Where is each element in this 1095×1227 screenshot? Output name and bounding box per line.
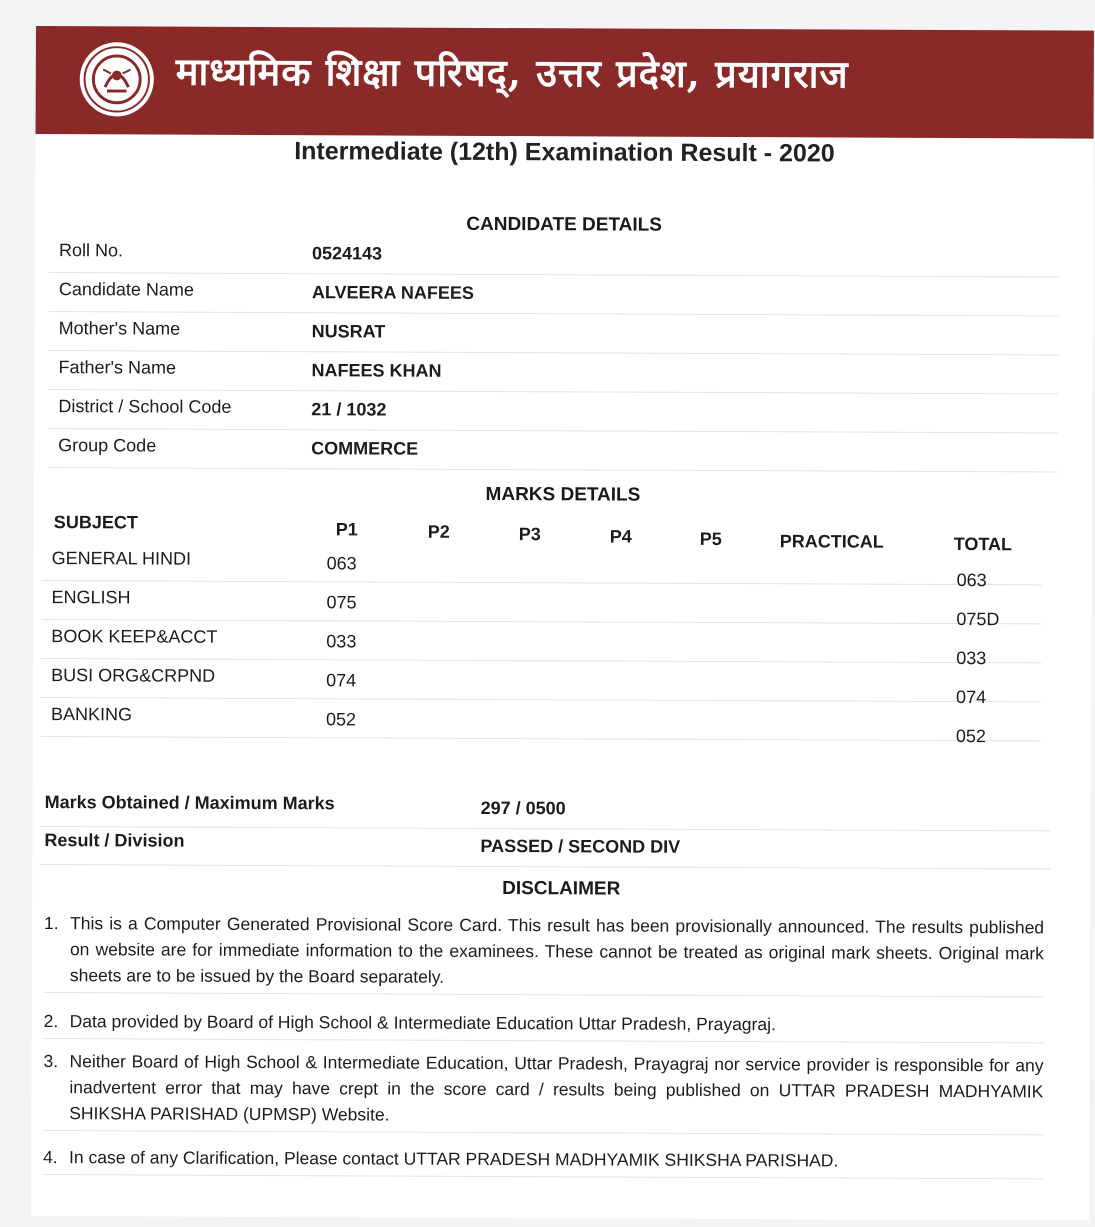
disclaimer-item	[43, 1144, 1043, 1179]
father-name-value: NAFEES KHAN	[311, 360, 442, 381]
mother-name-label: Mother's Name	[58, 318, 181, 339]
disclaimer-number: 4.	[43, 1147, 58, 1168]
candidate-row-mother	[49, 312, 1059, 355]
disclaimer-item	[44, 910, 1044, 997]
p1-mark: 074	[326, 670, 357, 691]
up-government-seal-icon	[78, 40, 156, 118]
candidate-row-group	[48, 429, 1058, 472]
practical-header: PRACTICAL	[779, 531, 884, 552]
marks-row	[41, 659, 1041, 708]
marks-section-title: MARKS DETAILS	[485, 483, 641, 506]
header-banner	[36, 26, 1094, 139]
candidate-row-school	[48, 390, 1058, 433]
disclaimer-title: DISCLAIMER	[502, 878, 621, 900]
result-label: Result / Division	[44, 830, 185, 851]
candidate-name-label: Candidate Name	[58, 279, 194, 300]
disclaimer-text: Data provided by Board of High School & Intermediate Education Uttar Pradesh, Prayagraj.	[69, 1011, 776, 1035]
marks-obtained-label: Marks Obtained / Maximum Marks	[44, 792, 335, 814]
disclaimer-item	[43, 1048, 1043, 1135]
marks-row	[41, 581, 1041, 630]
disclaimer-text: Neither Board of High School & Intermediate Education, Uttar Pradesh, Prayagraj nor service provider is responsible for any inadvertent error that may have crept in the score card / results being published on UTTAR PRADESH MADHYAMIK SHIKSHA PARISHAD (UPMSP) Website.	[69, 1051, 1044, 1125]
p1-mark: 063	[326, 553, 357, 574]
result-value: PASSED / SECOND DIV	[480, 835, 681, 857]
disclaimer-item	[44, 1008, 1044, 1043]
total-mark: 052	[955, 726, 987, 747]
father-name-label: Father's Name	[58, 357, 177, 378]
result-summary-row	[40, 826, 1050, 869]
group-code-value: COMMERCE	[311, 438, 419, 459]
marks-summary-row	[41, 788, 1051, 831]
disclaimer-text: This is a Computer Generated Provisional Score Card. This result has been provisionally announced. The results published on website are for immediate information to the examinees. These cannot be treated as original mark sheets. Original mark sheets are to be issued by the Board separately.	[69, 913, 1045, 987]
marks-obtained-value: 297 / 0500	[480, 797, 566, 819]
subject-name: ENGLISH	[51, 587, 131, 608]
roll-value: 0524143	[311, 243, 383, 264]
total-header: TOTAL	[953, 534, 1013, 555]
total-mark: 075D	[956, 609, 1000, 630]
candidate-row-roll	[49, 234, 1059, 277]
subject-name: BUSI ORG&CRPND	[51, 665, 216, 686]
subject-header: SUBJECT	[53, 512, 138, 533]
p1-mark: 033	[326, 631, 357, 652]
candidate-row-father	[48, 351, 1058, 394]
roll-label: Roll No.	[58, 240, 124, 261]
p4-header: P4	[609, 526, 632, 547]
school-code-value: 21 / 1032	[311, 399, 387, 420]
total-mark: 033	[956, 648, 987, 669]
total-mark: 074	[956, 687, 987, 708]
total-mark: 063	[956, 570, 987, 591]
disclaimer-number: 1.	[44, 913, 59, 934]
marks-row	[41, 620, 1041, 669]
p3-header: P3	[518, 524, 541, 545]
subject-name: BANKING	[50, 704, 133, 725]
candidate-row-name	[49, 273, 1059, 316]
p5-header: P5	[699, 528, 722, 549]
marks-row	[41, 698, 1041, 747]
group-code-label: Group Code	[58, 435, 157, 456]
p2-header: P2	[427, 521, 450, 542]
disclaimer-text: In case of any Clarification, Please contact UTTAR PRADESH MADHYAMIK SHIKSHA PARISHAD.	[69, 1147, 839, 1171]
subject-name: GENERAL HINDI	[51, 548, 192, 569]
result-sheet	[31, 26, 1094, 1221]
subject-name: BOOK KEEP&ACCT	[51, 626, 218, 647]
p1-mark: 052	[325, 709, 357, 730]
candidate-section-title: CANDIDATE DETAILS	[466, 213, 662, 236]
p1-header: P1	[335, 519, 358, 540]
exam-title: Intermediate (12th) Examination Result - 2020	[294, 137, 835, 168]
marks-row	[42, 542, 1042, 591]
p1-mark: 075	[326, 592, 357, 613]
disclaimer-number: 3.	[43, 1051, 59, 1072]
disclaimer-number: 2.	[43, 1011, 59, 1032]
candidate-name-value: ALVEERA NAFEES	[311, 282, 474, 303]
mother-name-value: NUSRAT	[311, 321, 386, 342]
board-title: माध्यमिक शिक्षा परिषद्, उत्तर प्रदेश, प्रयागराज	[175, 48, 849, 97]
school-code-label: District / School Code	[58, 396, 232, 417]
